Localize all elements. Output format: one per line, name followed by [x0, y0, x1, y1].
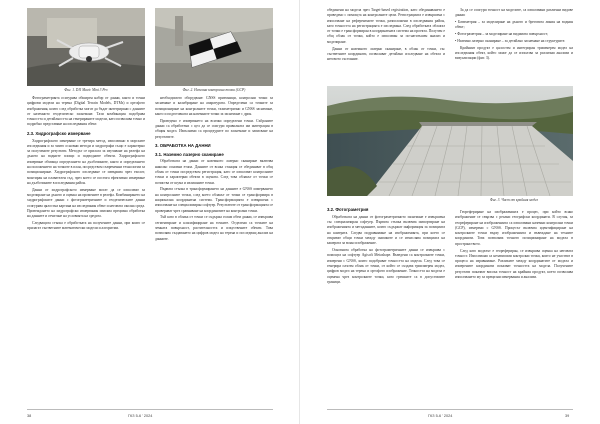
paragraph: Фотограметрията осигурява обширен набор от данни, както и точни цифрови модели на терена (Digital Terrain Models, DTMs) и ортофото изображения, които след обработка могат да бъдат интегрирани с данните от наземното геодезическо заснемане. Тази комбинация подобрява точността и детайлността на генерираните модели, като позволява точно и подробно представяне на изследвания обект. [27, 96, 145, 127]
bullet-item: • Батиметрия – за моделиране на дъното и бреговата линия на водния обект; [455, 20, 573, 30]
fig2-caption: Фиг. 2. Наземна контролна точка (GCP) [182, 88, 246, 92]
paragraph: необходимото оборудване: GNSS приемници, контролни точки за заснемане и калибриране на апаратурата. Определени са точките за позициониране на контролните точки, тахиметрично и GNSS заснемане, както и подготовката на наземните точки за заснемане с дрон. [155, 96, 273, 116]
fig3-caption: Фиг. 3. Част от крайния модел [489, 198, 539, 202]
paragraph: Първата стъпка в трансформирането на данните е GNSS измерването на контролните точки, след което облакът от точки се трансформира в национална координатна система. Трансформацията е извършена с използване на специализиран софтуер. Резултатите от трансформацията се проверяват чрез сравняване на координатите на контролни точки. [155, 187, 273, 213]
drone-photo [27, 8, 145, 86]
chapter-heading: 3. ОБРАБОТКА НА ДАННИ [155, 142, 211, 148]
fig1-caption: Фиг. 1. DJI Mavic Mini 3 Pro [64, 88, 108, 92]
paragraph: След като моделът е георефериран, се извършва оценка на неговата точност. Използвани са независими контролни точки, които не участват в процеса на изравняване. Разликите между координатите от модела и измерените координати показват точността на модела. Получените резултати показват висока точност на крайния продукт, което позволява използването му за прецизни измервания и анализи. [455, 248, 573, 280]
gcp-target-photo [155, 8, 273, 86]
paragraph: Тъй като в облака от точки се съдържа голям обем данни, се извършва сегментиране и класифициране на точките. Отделени са точките на земната повърхност, растителността и изкуствените обекти. Това позволява създаването на цифров модел на терена и последващ анализ на данните. [155, 215, 273, 241]
section-heading: 3.1. Наземно лазерно сканиране [155, 151, 224, 157]
footer-rule [27, 409, 273, 410]
left-page-column-1 [27, 96, 145, 398]
paragraph: Обработката на данни от фотограметричното заснемане е извършена със специализиран софтуер. Първата стъпка включва импортиране на изображенията и метаданните, които съдържат информация за позицията на камерата. Следва подравняване на изображенията, при което се откриват общи точки между снимките и се изчислява позицията на камерата за всяко изображение. [327, 214, 445, 246]
paragraph: Обработката на данни от наземното лазерно сканиране включва няколко основни етапа. Данните от всяка станция се обединяват в общ облак от точки посредством регистрация, като се използват контролните точки и характерни обекти в сцената. След това облакът от точки се почиства от шума и излишните точки. [155, 159, 273, 185]
section-heading: 3.2. Фотограметрия [327, 207, 369, 212]
paragraph: Георефериране на изображенията е процес, при който всяко изображение се свързва с реални географски координати. В случая, за георефериране на изображенията са използвани наземни контролни точки (GCP), измерени с GNSS. Процесът включва идентифициране на контролните точки върху изображенията и въвеждане на техните координати. Това позволява точното позициониране на модела в пространството. [455, 210, 573, 246]
paragraph: Хидрографското измерване се третира метод, използвано в морските изследвания и за чиито основни методи и хидрографи също е характерно за получените резултати. Методът се прилага за изучаване на релефа на дъното на водните площи и подводните обекти. Хидрографското измерване обхваща определянето на дълбочините, както и определянето на положението на точките в план, посредством съвременни технологии за позициониране. Хидрографското изследване се извършва чрез ехолот, монтиран на плавателен съд, чрез което се постига ефективно измерване на дълбочините в изследвания район. [27, 138, 145, 185]
right-page-column-2-bottom [455, 210, 573, 398]
right-page-column-1-bottom [327, 204, 445, 398]
journal-issue: ГКЗ 5-6 ' 2024 [428, 414, 453, 418]
left-page-column-2 [155, 96, 273, 398]
right-page-column-1-top [327, 8, 445, 84]
bullet-item: • Наземно лазерно сканиране – за детайлно заснемане на структурите. [455, 38, 566, 43]
paragraph: За да се осигури точност на моделите, са използвани различни видове данни: [455, 8, 573, 18]
paragraph: Проведено е измерването на всички определени точки. Събраните данни са обработени с цел да се осигури правилната им интеграция в общия модел. Изпълнени са процедурите по заснемане и записване на резултатите. [155, 118, 273, 139]
right-page [300, 0, 600, 424]
paragraph: обединени на модела чрез Target-based registration, като обединяването е проведено с помощта на контролните цели. Регистрацията е извършена с използване на референтните точки, разположени в изследвания район, като точността на регистрацията е изследвана. След обработката облакът от точки е трансформиран в координатната система на проекта. Получен е общ облак от точки, който е използван за по-нататъшен анализ и моделиране. [327, 8, 445, 44]
journal-issue: ГКЗ 5-6 ' 2024 [128, 414, 153, 418]
paragraph: Данни от хидрографското измерване могат да се използват за моделиране на дъното и оценка на промените в релефа. Комбинирането на хидрографските данни с фотограметричните и геодезическите данни осигурява цялостна картина на изследвания обект и неговата околна среда. Провеждането на хидрографски измервания изисква прецизна обработка на данните и отчитане на условията на средата. [27, 187, 145, 219]
paragraph: Данни от наземното лазерно сканиране, в облак от точки, със съответните координати, позволяват детайлно изследване на обекта и неговото състояние. [327, 46, 445, 62]
section-heading: 2.3. Хидрографско измерване [27, 130, 91, 136]
paragraph: Основната обработка на фотограметричните данни се извършва с помощта на софтуер Agisoft Metashape. Въведени са контролните точки, измерени с GNSS, които подобряват точността на модела. След това се генерира плътен облак от точки, от който се създава триизмерен модел, цифров модел на терена и ортофото изображение. Точността на модела е оценена чрез контролните точки, като грешките са в допустимите граници. [327, 248, 445, 284]
page-number: 39 [565, 414, 570, 418]
right-page-column-2-top [455, 8, 573, 84]
final-model-image [327, 86, 573, 196]
page-number: 38 [27, 414, 32, 418]
bullet-item: • Фотограметрия – за моделиране на видимата повърхност; [455, 32, 548, 37]
paragraph: Следващата стъпка е обработката на получените данни, при която се прилагат съответните математически модели и алгоритми. [27, 221, 145, 231]
paragraph: Крайният продукт е цялостен и интегриран триизмерен модел на изследвания обект, който може да се използва за различни анализи и визуализации (фиг. 3). [455, 45, 573, 61]
footer-rule [327, 409, 573, 410]
